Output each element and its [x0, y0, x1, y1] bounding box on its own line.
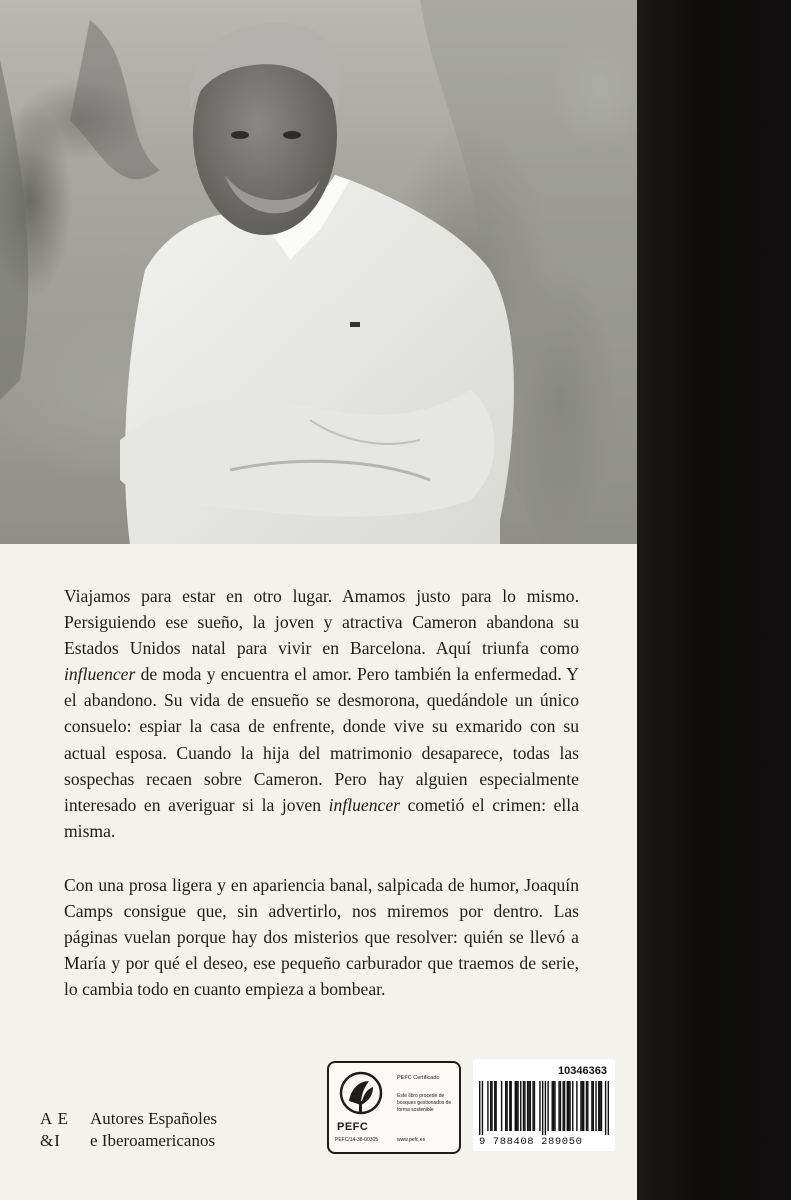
isbn-digits: 9 788408 289050 [479, 1136, 583, 1148]
barcode-bar [530, 1081, 531, 1131]
italic-term: influencer [64, 664, 136, 685]
barcode-bar [510, 1081, 511, 1131]
barcode-bar [509, 1081, 510, 1131]
barcode-bar [595, 1081, 596, 1131]
pefc-tree-icon [339, 1071, 383, 1119]
pefc-code: PEFC/14-38-00305 [335, 1137, 379, 1143]
barcode-bar [572, 1081, 573, 1131]
barcode-bar [505, 1081, 506, 1131]
synopsis-paragraph [64, 583, 579, 844]
isbn-barcode-panel [473, 1059, 615, 1151]
barcode-bar [547, 1081, 548, 1131]
barcode-bar [545, 1081, 546, 1135]
dark-background [637, 0, 791, 1200]
barcode-bar [517, 1081, 518, 1131]
publisher-name: Autores Españoles e Iberoamericanos [90, 1109, 218, 1150]
barcode-bar [567, 1081, 568, 1131]
barcode-bar [491, 1081, 492, 1131]
barcode-bar [520, 1081, 521, 1131]
barcode-bar [564, 1081, 565, 1131]
barcode-bar [527, 1081, 528, 1131]
barcode-bar [528, 1081, 529, 1131]
barcode-icon [479, 1081, 609, 1135]
text-run: cometió el crimen: ella misma. [64, 794, 580, 841]
barcode-bar [582, 1081, 583, 1131]
barcode-bar [601, 1081, 602, 1131]
barcode-bar [524, 1081, 525, 1131]
barcode-bar [583, 1081, 584, 1131]
barcode-bar [558, 1081, 559, 1131]
pefc-certified-text: PEFC Certificado [397, 1075, 440, 1081]
barcode-bar [553, 1081, 554, 1131]
barcode-bar [586, 1081, 587, 1131]
barcode-bar [598, 1081, 599, 1131]
barcode-bar [501, 1081, 502, 1131]
italic-term: influencer [328, 794, 400, 815]
review-paragraph: Con una prosa ligera y en apariencia banal, salpicada de humor, Joaquín Camps consigue que, sin advertirlo, nos miremos por dentro. Las páginas vuelan porque hay dos misterios que resolver: quién se llevó a María y por qué el deseo, ese pequeño carburador que traemos de serie, lo cambia todo en cuanto empieza a bombear. [64, 875, 579, 1000]
barcode-bar [552, 1081, 553, 1131]
barcode-bar [593, 1081, 594, 1131]
barcode-bar [591, 1081, 592, 1131]
author-photo [0, 0, 637, 544]
pefc-description: Este libro procede de bosques gestionados de forma sostenible [397, 1093, 452, 1113]
barcode-bar [482, 1081, 483, 1135]
barcode-bar [554, 1081, 555, 1131]
barcode-bar [532, 1081, 533, 1131]
barcode-bar [515, 1081, 516, 1131]
barcode-bar [516, 1081, 517, 1131]
barcode-bar [587, 1081, 588, 1131]
barcode-bar [490, 1081, 491, 1131]
barcode-bar [605, 1081, 606, 1135]
barcode-bar [580, 1081, 581, 1131]
barcode-bar [576, 1081, 577, 1131]
barcode-bar [523, 1081, 524, 1131]
publisher-imprint [40, 1108, 217, 1152]
pefc-url: www.pefc.es [397, 1137, 426, 1143]
text-run: de moda y encuentra el amor. Pero también la enfermedad. Y el abandono. Su vida de ensueño se desmorona, quedándole un único consuelo: espiar la casa de enfrente, donde vive su exmarido con su actual esposa. Cuando la hija del matrimonio desaparece, todas las sospechas recaen sobre Cameron. Pero hay alguien especialmente interesado en averiguar si la joven [64, 664, 579, 815]
barcode-bar [569, 1081, 570, 1131]
barcode-bar [599, 1081, 600, 1131]
barcode-bar [534, 1081, 535, 1131]
barcode-bar [495, 1081, 496, 1131]
barcode-bar [562, 1081, 563, 1131]
publisher-logo: A E &I [40, 1109, 69, 1150]
barcode-bar [608, 1081, 609, 1135]
barcode-bar [487, 1081, 488, 1131]
barcode-bar [568, 1081, 569, 1131]
barcode-bar [479, 1081, 480, 1135]
pefc-certification-label [327, 1061, 461, 1154]
barcode-bar [542, 1081, 543, 1135]
barcode-bar [506, 1081, 507, 1131]
barcode-bar [494, 1081, 495, 1131]
product-code: 10346363 [558, 1065, 607, 1077]
pefc-word: PEFC [337, 1121, 369, 1133]
text-run: Viajamos para estar en otro lugar. Amamos justo para lo mismo. Persiguiendo ese sueño, la joven y atractiva Cameron abandona su Estados Unidos natal para vivir en Barcelona. Aquí triunfa como [64, 586, 579, 659]
barcode-bar [539, 1081, 540, 1131]
barcode-bar [560, 1081, 561, 1131]
author-portrait-photo [0, 0, 637, 544]
